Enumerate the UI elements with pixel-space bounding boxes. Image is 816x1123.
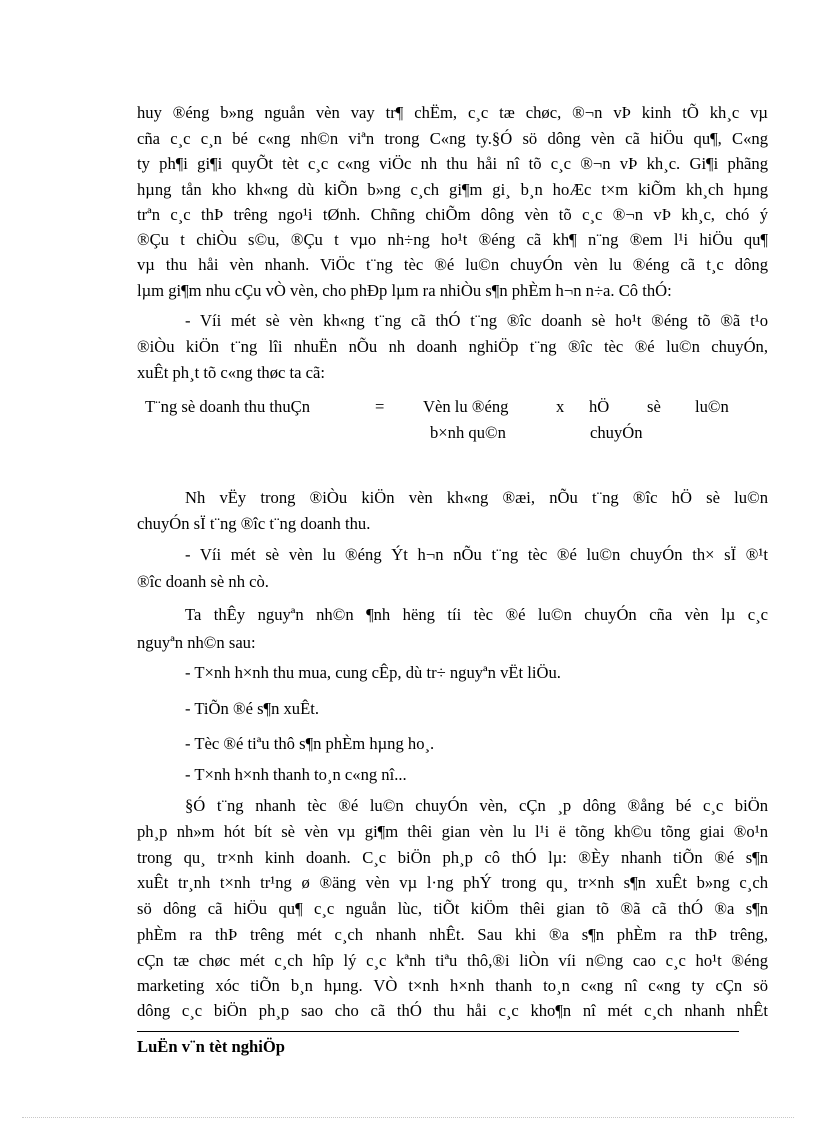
- paragraph-line: §Ó t¨ng nhanh tèc ®é lu©n chuyÓn vèn, cÇn ¸p dông ®ång bé c¸c biÖn: [185, 796, 768, 815]
- paragraph-line: vµ thu håi vèn nhanh. ViÖc t¨ng tèc ®é lu©n chuyÓn vèn lu ®éng cã t¸c dông: [137, 255, 768, 274]
- paragraph-line: Ta thÊy nguyªn nh©n ¶nh hëng tíi tèc ®é lu©n chuyÓn cña vèn lµ c¸c: [185, 605, 768, 624]
- paragraph-line: xuÊt tr¸nh t×nh tr¹ng ø ®äng vèn vµ l·ng phÝ trong qu¸ tr×nh s¶n xuÊt b»ng c¸ch: [137, 873, 768, 892]
- bullet-item: - T×nh h×nh thanh to¸n c«ng nî...: [185, 765, 407, 784]
- paragraph-line: lµm gi¶m nhu cÇu vÒ vèn, cho phÐp lµm ra nhiÒu s¶n phÈm h¬n n÷a. Cô thÓ:: [137, 281, 672, 300]
- bullet-item: - TiÕn ®é s¶n xuÊt.: [185, 699, 319, 718]
- paragraph-line: ®iÒu kiÖn t¨ng lîi nhuËn nÕu nh doanh nghiÖp t¨ng ®îc tèc ®é lu©n chuyÓn,: [137, 337, 768, 356]
- paragraph-line: cña c¸c c¸n bé c«ng nh©n viªn trong C«ng ty.§Ó sö dông vèn cã hiÖu qu¶, C«ng: [137, 129, 768, 148]
- page-edge-dotted-line: [22, 1117, 794, 1118]
- paragraph-line: ty ph¶i gi¶i quyÕt tèt c¸c c«ng viÖc nh thu håi nî tõ c¸c ®¬n vÞ kh¸c. Gi¶i phãng: [137, 154, 768, 173]
- bullet-item: - T×nh h×nh thu mua, cung cÊp, dù tr÷ nguyªn vËt liÖu.: [185, 663, 561, 682]
- paragraph-line: trong qu¸ tr×nh kinh doanh. C¸c biÖn ph¸p cô thÓ lµ: ®Èy nhanh tiÕn ®é s¶n: [137, 848, 768, 867]
- formula-term1-line2: b×nh qu©n: [430, 423, 506, 442]
- paragraph-line: ®îc doanh sè nh cò.: [137, 572, 269, 591]
- formula-term2-word4: chuyÓn: [590, 423, 643, 442]
- paragraph-line: huy ®éng b»ng nguån vèn vay tr¶ chËm, c¸c tæ chøc, ®¬n vÞ kinh tÕ kh¸c vµ: [137, 103, 768, 122]
- formula-equals: =: [375, 397, 385, 416]
- formula-lhs: T¨ng sè doanh thu thuÇn: [145, 397, 310, 416]
- paragraph-line: xuÊt ph¸t tõ c«ng thøc ta cã:: [137, 363, 326, 382]
- formula-term2-word3: lu©n: [695, 397, 729, 416]
- paragraph-line: ®Çu t chiÒu s©u, ®Çu t vµo nh÷ng ho¹t ®éng cã kh¶ n¨ng ®em l¹i hiÖu qu¶: [137, 230, 768, 249]
- paragraph-line: marketing xóc tiÕn b¸n hµng. VÒ t×nh h×nh thanh to¸n c«ng nî c«ng ty cÇn sö: [137, 976, 768, 995]
- paragraph-line: sö dông cã hiÖu qu¶ c¸c nguån lùc, tiÕt kiÖm thêi gian tõ ®ã cã thÓ ®a s¶n: [137, 899, 768, 918]
- paragraph-line: cÇn tæ chøc mét c¸ch hîp lý c¸c kªnh tiªu thô,®i liÒn víi n©ng cao c¸c ho¹t ®éng: [137, 951, 768, 970]
- formula-term2-word1: hÖ: [589, 397, 610, 416]
- footer-rule: [137, 1031, 739, 1032]
- paragraph-line: dông c¸c biÖn ph¸p sao cho cã thÓ thu håi c¸c kho¶n nî mét c¸ch nhanh nhÊt: [137, 1001, 768, 1020]
- paragraph-line: chuyÓn sÏ t¨ng ®îc t¨ng doanh thu.: [137, 514, 371, 533]
- formula-term2-word2: sè: [647, 397, 661, 416]
- formula-term1-line1: Vèn lu ®éng: [423, 397, 509, 416]
- paragraph-line: hµng tån kho kh«ng dù kiÕn b»ng c¸ch gi¶m gi¸ b¸n hoÆc t×m kiÕm kh¸ch hµng: [137, 180, 768, 199]
- paragraph-line: - Víi mét sè vèn lu ®éng Ýt h¬n nÕu t¨ng tèc ®é lu©n chuyÓn th× sÏ ®¹t: [185, 545, 768, 564]
- footer-text: LuËn v¨n tèt nghiÖp: [137, 1037, 286, 1056]
- paragraph-line: trªn c¸c thÞ trêng ngo¹i tØnh. Chñng chiÕm dông vèn tõ c¸c ®¬n vÞ kh¸c, chó ý: [137, 205, 768, 224]
- paragraph-line: phÈm ra thÞ trêng mét c¸ch nhanh nhÊt. Sau khi ®a s¶n phÈm ra thÞ trêng,: [137, 925, 768, 944]
- paragraph-line: Nh vËy trong ®iÒu kiÖn vèn kh«ng ®æi, nÕu t¨ng ®îc hÖ sè lu©n: [185, 488, 768, 507]
- formula-times: x: [556, 397, 565, 416]
- paragraph-line: - Víi mét sè vèn kh«ng t¨ng cã thÓ t¨ng ®îc doanh sè ho¹t ®éng tõ ®ã t¹o: [185, 311, 768, 330]
- bullet-item: - Tèc ®é tiªu thô s¶n phÈm hµng ho¸.: [185, 734, 435, 753]
- paragraph-line: ph¸p nh»m hót bít sè vèn vµ gi¶m thêi gian vèn lu l¹i ë tõng kh©u tõng giai ®o¹n: [137, 822, 768, 841]
- paragraph-line: nguyªn nh©n sau:: [137, 633, 256, 652]
